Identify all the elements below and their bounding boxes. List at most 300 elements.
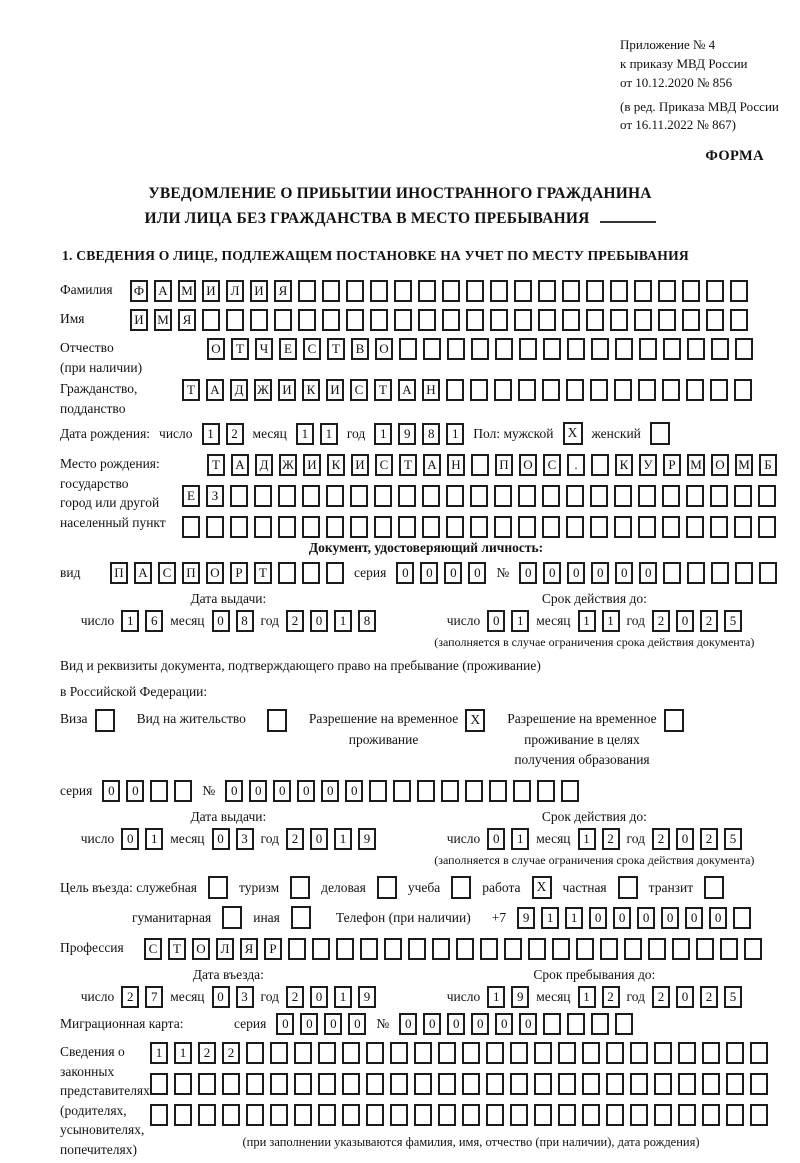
char-cell[interactable]: 1 [121, 610, 139, 632]
char-cell[interactable]: 3 [236, 986, 254, 1008]
char-cell[interactable] [711, 338, 729, 360]
char-cell[interactable] [711, 562, 729, 584]
char-cell[interactable]: 1 [511, 610, 529, 632]
char-cell[interactable] [294, 1104, 312, 1126]
char-cell[interactable] [610, 309, 628, 331]
char-cell[interactable] [384, 938, 402, 960]
char-cell[interactable] [446, 379, 464, 401]
char-cell[interactable]: 0 [495, 1013, 513, 1035]
char-cell[interactable] [734, 516, 752, 538]
char-cell[interactable] [222, 1073, 240, 1095]
char-cell[interactable]: 0 [676, 610, 694, 632]
char-cell[interactable] [418, 280, 436, 302]
char-cell[interactable]: Е [279, 338, 297, 360]
char-cell[interactable]: 1 [565, 907, 583, 929]
char-cell[interactable]: Е [182, 485, 200, 507]
char-cell[interactable] [534, 1073, 552, 1095]
char-cell[interactable] [638, 379, 656, 401]
char-cell[interactable] [442, 309, 460, 331]
char-cell[interactable] [528, 938, 546, 960]
char-cell[interactable] [470, 485, 488, 507]
char-cell[interactable]: . [567, 454, 585, 476]
char-cell[interactable]: Р [230, 562, 248, 584]
char-cell[interactable]: 0 [345, 780, 363, 802]
char-cell[interactable]: 2 [602, 986, 620, 1008]
char-cell[interactable] [567, 338, 585, 360]
char-cell[interactable] [326, 485, 344, 507]
char-cell[interactable] [513, 780, 531, 802]
char-cell[interactable] [682, 309, 700, 331]
char-cell[interactable] [658, 280, 676, 302]
char-cell[interactable] [198, 1104, 216, 1126]
char-cell[interactable] [566, 485, 584, 507]
char-cell[interactable]: 1 [578, 610, 596, 632]
temp-residence-checkbox[interactable]: X [465, 709, 485, 732]
residence-permit-checkbox[interactable] [267, 709, 287, 732]
char-cell[interactable] [490, 280, 508, 302]
char-cell[interactable] [150, 780, 168, 802]
char-cell[interactable] [417, 780, 435, 802]
char-cell[interactable] [639, 338, 657, 360]
char-cell[interactable]: 2 [286, 610, 304, 632]
char-cell[interactable] [374, 516, 392, 538]
char-cell[interactable]: К [302, 379, 320, 401]
char-cell[interactable]: 0 [310, 986, 328, 1008]
char-cell[interactable] [230, 516, 248, 538]
char-cell[interactable] [294, 1073, 312, 1095]
char-cell[interactable]: 2 [652, 828, 670, 850]
char-cell[interactable]: 0 [121, 828, 139, 850]
char-cell[interactable]: 0 [519, 562, 537, 584]
char-cell[interactable]: 0 [589, 907, 607, 929]
char-cell[interactable] [418, 309, 436, 331]
char-cell[interactable] [606, 1073, 624, 1095]
char-cell[interactable]: И [130, 309, 148, 331]
char-cell[interactable]: 2 [222, 1042, 240, 1064]
char-cell[interactable] [566, 379, 584, 401]
char-cell[interactable]: 2 [286, 986, 304, 1008]
char-cell[interactable] [393, 780, 411, 802]
char-cell[interactable]: 1 [374, 423, 392, 445]
char-cell[interactable] [606, 1042, 624, 1064]
char-cell[interactable] [582, 1042, 600, 1064]
char-cell[interactable] [150, 1104, 168, 1126]
char-cell[interactable]: С [543, 454, 561, 476]
char-cell[interactable] [663, 338, 681, 360]
char-cell[interactable]: 9 [358, 828, 376, 850]
char-cell[interactable] [686, 485, 704, 507]
char-cell[interactable] [514, 309, 532, 331]
char-cell[interactable]: К [615, 454, 633, 476]
char-cell[interactable]: М [154, 309, 172, 331]
char-cell[interactable] [350, 516, 368, 538]
char-cell[interactable] [566, 516, 584, 538]
char-cell[interactable] [662, 516, 680, 538]
char-cell[interactable] [710, 379, 728, 401]
char-cell[interactable] [326, 562, 344, 584]
char-cell[interactable] [414, 1073, 432, 1095]
char-cell[interactable]: Р [663, 454, 681, 476]
char-cell[interactable] [370, 309, 388, 331]
purpose-tourism-checkbox[interactable] [290, 876, 310, 899]
char-cell[interactable]: 1 [320, 423, 338, 445]
char-cell[interactable] [298, 280, 316, 302]
char-cell[interactable] [318, 1104, 336, 1126]
char-cell[interactable] [456, 938, 474, 960]
char-cell[interactable] [250, 309, 268, 331]
char-cell[interactable]: Т [207, 454, 225, 476]
char-cell[interactable] [590, 485, 608, 507]
char-cell[interactable] [504, 938, 522, 960]
char-cell[interactable]: 0 [249, 780, 267, 802]
char-cell[interactable] [634, 309, 652, 331]
char-cell[interactable]: 0 [591, 562, 609, 584]
char-cell[interactable]: 1 [150, 1042, 168, 1064]
char-cell[interactable] [408, 938, 426, 960]
char-cell[interactable]: 2 [652, 986, 670, 1008]
char-cell[interactable]: О [711, 454, 729, 476]
char-cell[interactable] [702, 1073, 720, 1095]
char-cell[interactable] [270, 1042, 288, 1064]
char-cell[interactable]: Р [264, 938, 282, 960]
char-cell[interactable] [288, 938, 306, 960]
char-cell[interactable] [638, 485, 656, 507]
char-cell[interactable] [582, 1073, 600, 1095]
char-cell[interactable]: 2 [226, 423, 244, 445]
char-cell[interactable] [322, 280, 340, 302]
char-cell[interactable] [710, 516, 728, 538]
char-cell[interactable] [254, 485, 272, 507]
char-cell[interactable] [726, 1073, 744, 1095]
char-cell[interactable]: 0 [300, 1013, 318, 1035]
char-cell[interactable] [342, 1042, 360, 1064]
char-cell[interactable]: 5 [724, 986, 742, 1008]
char-cell[interactable] [447, 338, 465, 360]
char-cell[interactable] [610, 280, 628, 302]
char-cell[interactable] [706, 309, 724, 331]
char-cell[interactable]: 1 [145, 828, 163, 850]
char-cell[interactable] [270, 1073, 288, 1095]
char-cell[interactable] [274, 309, 292, 331]
char-cell[interactable] [318, 1073, 336, 1095]
char-cell[interactable] [702, 1042, 720, 1064]
char-cell[interactable]: 2 [700, 986, 718, 1008]
char-cell[interactable] [312, 938, 330, 960]
char-cell[interactable]: Н [447, 454, 465, 476]
char-cell[interactable]: 0 [519, 1013, 537, 1035]
char-cell[interactable]: Т [182, 379, 200, 401]
char-cell[interactable]: 0 [399, 1013, 417, 1035]
char-cell[interactable]: Ж [279, 454, 297, 476]
char-cell[interactable]: 2 [121, 986, 139, 1008]
char-cell[interactable] [534, 1104, 552, 1126]
char-cell[interactable]: 1 [202, 423, 220, 445]
char-cell[interactable] [638, 516, 656, 538]
char-cell[interactable] [678, 1073, 696, 1095]
char-cell[interactable] [672, 938, 690, 960]
char-cell[interactable]: О [192, 938, 210, 960]
char-cell[interactable]: П [495, 454, 513, 476]
char-cell[interactable] [542, 485, 560, 507]
char-cell[interactable]: 1 [511, 828, 529, 850]
char-cell[interactable]: 0 [615, 562, 633, 584]
char-cell[interactable]: М [687, 454, 705, 476]
char-cell[interactable]: 0 [310, 610, 328, 632]
char-cell[interactable] [278, 485, 296, 507]
char-cell[interactable] [582, 1104, 600, 1126]
char-cell[interactable] [576, 938, 594, 960]
char-cell[interactable]: 7 [145, 986, 163, 1008]
char-cell[interactable] [518, 485, 536, 507]
char-cell[interactable]: 0 [637, 907, 655, 929]
char-cell[interactable] [414, 1042, 432, 1064]
char-cell[interactable] [750, 1104, 768, 1126]
char-cell[interactable] [591, 454, 609, 476]
char-cell[interactable] [710, 485, 728, 507]
char-cell[interactable]: 1 [487, 986, 505, 1008]
char-cell[interactable] [750, 1042, 768, 1064]
char-cell[interactable]: 1 [334, 986, 352, 1008]
char-cell[interactable]: 2 [700, 610, 718, 632]
purpose-humanitarian-checkbox[interactable] [222, 906, 242, 929]
char-cell[interactable]: 0 [487, 610, 505, 632]
purpose-official-checkbox[interactable] [208, 876, 228, 899]
char-cell[interactable] [600, 938, 618, 960]
char-cell[interactable] [614, 516, 632, 538]
char-cell[interactable] [270, 1104, 288, 1126]
char-cell[interactable] [510, 1104, 528, 1126]
char-cell[interactable] [336, 938, 354, 960]
char-cell[interactable]: 2 [652, 610, 670, 632]
char-cell[interactable]: К [327, 454, 345, 476]
char-cell[interactable]: И [250, 280, 268, 302]
char-cell[interactable] [462, 1073, 480, 1095]
char-cell[interactable] [624, 938, 642, 960]
char-cell[interactable]: И [303, 454, 321, 476]
char-cell[interactable] [494, 379, 512, 401]
char-cell[interactable]: И [202, 280, 220, 302]
char-cell[interactable]: 0 [276, 1013, 294, 1035]
char-cell[interactable] [518, 516, 536, 538]
char-cell[interactable] [758, 516, 776, 538]
char-cell[interactable] [552, 938, 570, 960]
char-cell[interactable]: 0 [297, 780, 315, 802]
char-cell[interactable] [465, 780, 483, 802]
char-cell[interactable]: И [278, 379, 296, 401]
char-cell[interactable]: 0 [102, 780, 120, 802]
char-cell[interactable] [543, 338, 561, 360]
char-cell[interactable]: В [351, 338, 369, 360]
char-cell[interactable]: П [110, 562, 128, 584]
char-cell[interactable]: 0 [468, 562, 486, 584]
char-cell[interactable]: 9 [517, 907, 535, 929]
char-cell[interactable]: Я [274, 280, 292, 302]
sex-female-checkbox[interactable] [650, 422, 670, 445]
char-cell[interactable]: А [206, 379, 224, 401]
char-cell[interactable]: П [182, 562, 200, 584]
char-cell[interactable] [678, 1042, 696, 1064]
char-cell[interactable]: 8 [358, 610, 376, 632]
char-cell[interactable] [542, 379, 560, 401]
char-cell[interactable] [758, 485, 776, 507]
char-cell[interactable] [390, 1042, 408, 1064]
char-cell[interactable]: 0 [676, 986, 694, 1008]
char-cell[interactable] [470, 516, 488, 538]
char-cell[interactable]: А [398, 379, 416, 401]
char-cell[interactable] [346, 280, 364, 302]
char-cell[interactable] [494, 485, 512, 507]
char-cell[interactable] [226, 309, 244, 331]
char-cell[interactable]: О [206, 562, 224, 584]
char-cell[interactable] [438, 1104, 456, 1126]
char-cell[interactable]: С [350, 379, 368, 401]
char-cell[interactable]: А [154, 280, 172, 302]
char-cell[interactable] [648, 938, 666, 960]
char-cell[interactable]: 8 [422, 423, 440, 445]
char-cell[interactable]: 1 [296, 423, 314, 445]
char-cell[interactable] [590, 379, 608, 401]
char-cell[interactable] [322, 309, 340, 331]
char-cell[interactable] [394, 309, 412, 331]
char-cell[interactable]: Т [254, 562, 272, 584]
char-cell[interactable] [466, 309, 484, 331]
purpose-business-checkbox[interactable] [377, 876, 397, 899]
char-cell[interactable] [414, 1104, 432, 1126]
char-cell[interactable]: 5 [724, 828, 742, 850]
purpose-study-checkbox[interactable] [451, 876, 471, 899]
char-cell[interactable] [432, 938, 450, 960]
char-cell[interactable] [302, 485, 320, 507]
char-cell[interactable] [590, 516, 608, 538]
char-cell[interactable] [630, 1073, 648, 1095]
char-cell[interactable] [346, 309, 364, 331]
char-cell[interactable] [206, 516, 224, 538]
char-cell[interactable] [466, 280, 484, 302]
char-cell[interactable] [278, 516, 296, 538]
char-cell[interactable]: Ч [255, 338, 273, 360]
char-cell[interactable] [542, 516, 560, 538]
char-cell[interactable] [537, 780, 555, 802]
char-cell[interactable]: С [375, 454, 393, 476]
char-cell[interactable] [514, 280, 532, 302]
temp-residence-edu-checkbox[interactable] [664, 709, 684, 732]
char-cell[interactable] [687, 338, 705, 360]
char-cell[interactable] [759, 562, 777, 584]
char-cell[interactable]: С [144, 938, 162, 960]
char-cell[interactable]: Т [327, 338, 345, 360]
char-cell[interactable]: О [375, 338, 393, 360]
char-cell[interactable]: 0 [212, 610, 230, 632]
char-cell[interactable] [734, 485, 752, 507]
char-cell[interactable] [663, 562, 681, 584]
char-cell[interactable] [398, 516, 416, 538]
char-cell[interactable] [298, 309, 316, 331]
char-cell[interactable] [366, 1042, 384, 1064]
char-cell[interactable] [471, 338, 489, 360]
char-cell[interactable]: 0 [324, 1013, 342, 1035]
char-cell[interactable]: Ж [254, 379, 272, 401]
char-cell[interactable] [369, 780, 387, 802]
purpose-work-checkbox[interactable]: X [532, 876, 552, 899]
char-cell[interactable] [246, 1073, 264, 1095]
char-cell[interactable] [480, 938, 498, 960]
char-cell[interactable] [370, 280, 388, 302]
char-cell[interactable] [489, 780, 507, 802]
char-cell[interactable] [543, 1013, 561, 1035]
char-cell[interactable] [630, 1042, 648, 1064]
char-cell[interactable] [422, 516, 440, 538]
char-cell[interactable] [422, 485, 440, 507]
char-cell[interactable] [390, 1104, 408, 1126]
char-cell[interactable] [534, 1042, 552, 1064]
char-cell[interactable] [442, 280, 460, 302]
char-cell[interactable]: 0 [447, 1013, 465, 1035]
char-cell[interactable] [394, 280, 412, 302]
char-cell[interactable]: 0 [225, 780, 243, 802]
char-cell[interactable] [470, 379, 488, 401]
char-cell[interactable] [662, 379, 680, 401]
char-cell[interactable]: 0 [661, 907, 679, 929]
visa-checkbox[interactable] [95, 709, 115, 732]
char-cell[interactable]: О [519, 454, 537, 476]
char-cell[interactable] [614, 485, 632, 507]
char-cell[interactable]: 0 [126, 780, 144, 802]
char-cell[interactable]: А [231, 454, 249, 476]
char-cell[interactable]: 3 [236, 828, 254, 850]
char-cell[interactable]: И [326, 379, 344, 401]
char-cell[interactable]: 1 [541, 907, 559, 929]
char-cell[interactable] [518, 379, 536, 401]
char-cell[interactable] [654, 1104, 672, 1126]
char-cell[interactable] [399, 338, 417, 360]
char-cell[interactable] [390, 1073, 408, 1095]
char-cell[interactable] [702, 1104, 720, 1126]
char-cell[interactable]: 1 [446, 423, 464, 445]
char-cell[interactable]: 0 [273, 780, 291, 802]
char-cell[interactable] [678, 1104, 696, 1126]
char-cell[interactable] [490, 309, 508, 331]
char-cell[interactable]: 5 [724, 610, 742, 632]
char-cell[interactable]: 0 [567, 562, 585, 584]
char-cell[interactable]: У [639, 454, 657, 476]
char-cell[interactable]: Т [168, 938, 186, 960]
char-cell[interactable] [510, 1073, 528, 1095]
char-cell[interactable] [654, 1042, 672, 1064]
char-cell[interactable]: 0 [487, 828, 505, 850]
char-cell[interactable]: 0 [212, 986, 230, 1008]
char-cell[interactable] [174, 1073, 192, 1095]
char-cell[interactable] [150, 1073, 168, 1095]
char-cell[interactable] [438, 1042, 456, 1064]
char-cell[interactable] [510, 1042, 528, 1064]
char-cell[interactable]: 1 [578, 828, 596, 850]
char-cell[interactable]: 0 [212, 828, 230, 850]
char-cell[interactable] [246, 1042, 264, 1064]
char-cell[interactable] [591, 338, 609, 360]
char-cell[interactable]: А [423, 454, 441, 476]
char-cell[interactable]: 9 [398, 423, 416, 445]
char-cell[interactable] [222, 1104, 240, 1126]
char-cell[interactable]: 0 [685, 907, 703, 929]
char-cell[interactable] [686, 379, 704, 401]
char-cell[interactable]: 2 [198, 1042, 216, 1064]
char-cell[interactable] [254, 516, 272, 538]
char-cell[interactable] [558, 1042, 576, 1064]
char-cell[interactable] [591, 1013, 609, 1035]
char-cell[interactable]: С [158, 562, 176, 584]
char-cell[interactable]: М [178, 280, 196, 302]
char-cell[interactable] [696, 938, 714, 960]
